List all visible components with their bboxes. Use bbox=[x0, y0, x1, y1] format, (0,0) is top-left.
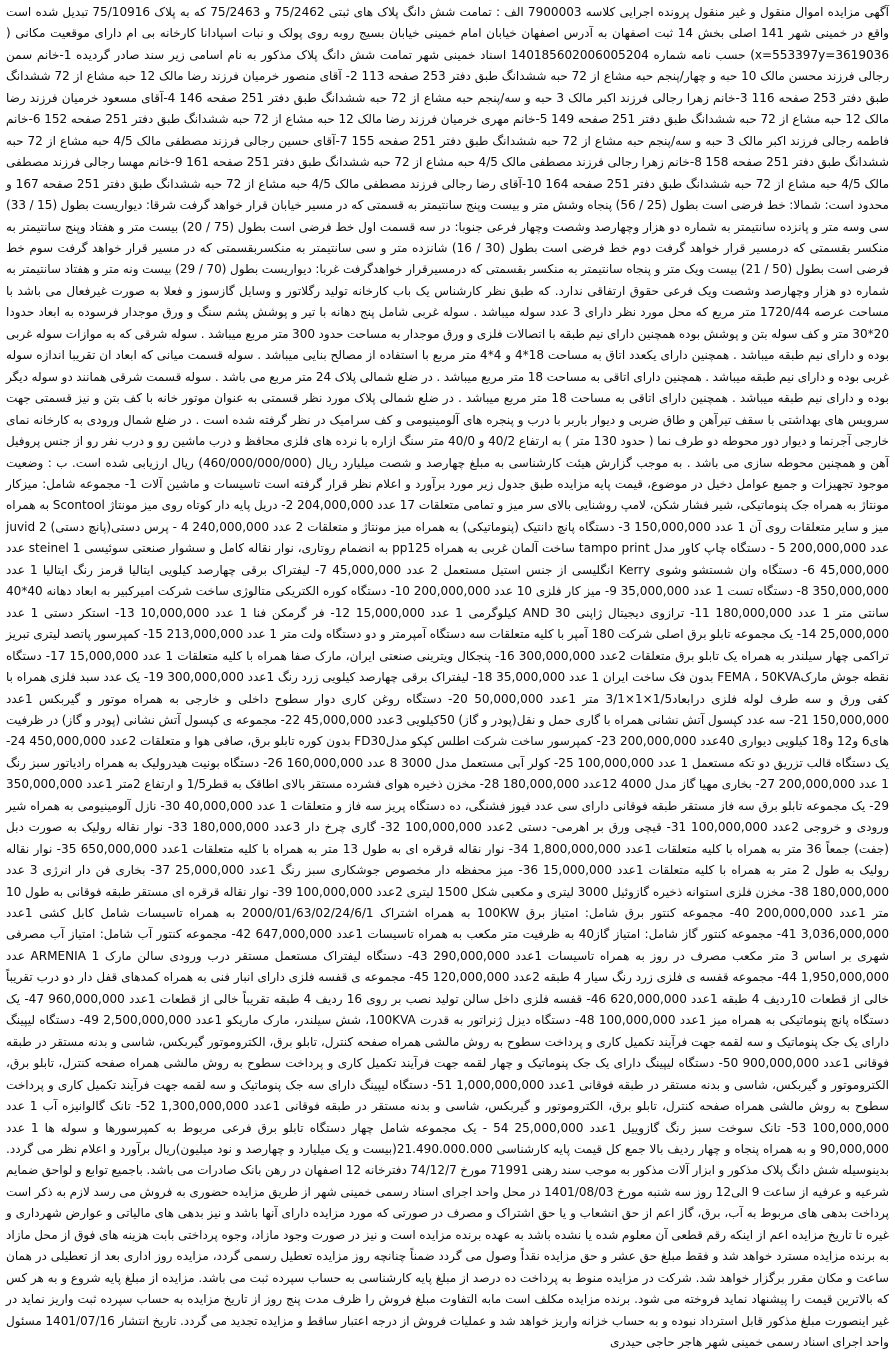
notice-body: آگهی مزایده اموال منقول و غیر منقول پرونده اجرایی کلاسه 7900003 الف : تمامت شش دانگ پلاک های ثبتی 75/2462 و 75/2463 که به پلاک 75/10916 تبدیل شده است واقع در خمینی شهر 141 اصلی بخش 14 ثبت اصفهان به آدرس اصفهان خیابان امام خمینی خیابان بسیج روبه روی پولک و نبات اسپادانا کارخانه بی ام دارای موقعیت مکانی ( x=553397y=3619036) حسب نامه شماره 140185602006005204 اسناد خمینی شهر تمامت شش دانگ پلاک مذکور به نام اسامی زیر سند صادر گردیده 1-خانم سمن رجالی فرزند محسن مالک 10 حبه و چهار/پنجم حبه مشاع از 72 حبه ششدانگ طبق دفتر 253 صفحه 113 2- آقای منصور خرمیان فرزند رضا مالک 12 حبه مشاع از 72 ششدانگ طبق دفتر 253 صفحه 116 3-خانم زهرا رجالی فرزند اکبر مالک 3 حبه و سه/پنجم حبه مشاع از 72 حبه ششدانگ طبق دفتر 251 صفحه 146 4-آقای مسعود خرمیان فرزند رضا مالک 12 حبه مشاع از 72 حبه ششدانگ طبق دفتر 251 صفحه 149 5-خانم مهری خرمیان فرزند رضا مالک 12 حبه مشاع از 72 حبه ششدانگ طبق دفتر 251 صفحه 152 6-خانم فاطمه رجالی فرزند اکبر مالک 3 حبه و سه/پنجم حبه مشاع از 72 حبه ششدانگ طبق دفتر 251 صفحه 155 7-آقای حسین رجالی فرزند مصطفی مالک 4/5 حبه مشاع از 72 حبه ششدانگ طبق دفتر 251 صفحه 158 8-خانم زهرا رجالی فرزند مصطفی مالک 4/5 حبه مشاع از 72 حبه ششدانگ طبق دفتر 251 صفحه 161 9-خانم مهسا رجالی فرزند مصطفی مالک 4/5 حبه مشاع از 72 حبه ششدانگ طبق دفتر 251 صفحه 164 10-آقای رضا رجالی فرزند مصطفی مالک 4/5 حبه مشاع از 72 حبه ششدانگ طبق دفتر 251 صفحه 167 و محدود است: شمالا: خط فرضی است بطول (25 / 56) پنجاه وشش متر و بیست وپنج سانتیمتر به قسمتی که در مسیر خیابان قرار خواهد گرفت شرقا: دیواریست بطول (15 / 33) سی وسه متر و پانزده سانتیمتر به شماره دو هزار وچهارصد وشصت وچهار فرعی جنوبا: در سه قسمت اول خط فرضی است بطول (75 / 20) بیست متر و هفتاد وپنج سانتیمتر به منکسر بقسمتی که درمسیر قرار خواهد گرفت دوم خط فرضی است بطول (30 / 16) شانزده متر و سی سانتیمتر به منکسربقسمتی که در مسیر قرار خواهد گرفت سوم خط فرضی است بطول (50 / 21) بیست ویک متر و پنجاه سانتیمتر به منکسر بقسمتی که درمسیرقرار خواهدگرفت غربا: دیواریست بطول (70 / 29) بیست ونه متر و هفتاد سانتیمتر به شماره دو هزار وچهارصد وشصت ویک فرعی حقوق ارتفاقی ندارد. که طبق نظر کارشناس یک باب کارخانه تولید رگلاتور و وسایل گازسوز و فعلا به صورت غیرفعال می باشد با مساحت عرصه 1720/44 متر مربع که محل مورد نظر دارای 3 عدد سوله میباشد . سوله غربی شامل پنج دهانه با تیر و پوشش پشم سنگ و ورق موجدار فرسوده به ابعاد حدودا 20*30 متر و کف سوله بتن و پوشش بوده همچنین دارای نیم طبقه با اتصالات فلزی و ورق موجدار به مساحت حدود 300 متر مربع میباشد . سوله شرقی که به موازات سوله غربی بوده و دارای نیم طبقه میباشد . همچنین دارای یکعدد اتاق به مساحت 18*4 و 4*4 متر مربع با استفاده از مصالح بنایی میباشد . سوله قسمت میانی که ابعاد ان تقریبا اندازه سوله غربی بوده و دارای نیم طبقه میباشد . همچنین دارای اتاقی به مساحت 18 متر مربع میباشد . در ضلع شمالی پلاک 24 متر مربع می باشد . سوله قسمت شرقی همانند دو سوله دیگر بوده و دارای نیم طبقه میباشد . همچنین دارای اتاقی به مساحت 18 متر مربع میباشد . در ضلع شمالی پلاک مورد نظر قسمتی به عنوان موتور خانه با کف بتن و نیز قسمتی جهت سرویس های بهداشتی با سقف تیرآهن و طاق ضربی و دیوار باربر با درب و پنجره های آلومینیومی و کف سرامیک در نظر گرفته شده است . در ضلع شمال ورودی به کارخانه نمای خارجی آجرنما و دیوار دور محوطه دو طرف نما ( حدود 130 متر ) به ارتفاع 40/2 و 40/0 متر سنگ ازاره با نرده های فلزی محافظ و درب ماشین رو و درب نفر رو از جنس پروفیل آهن و همچنین محوطه سازی می باشد . به موجب گزارش هیئت کارشناسی به مبلغ چهارصد و شصت میلیارد ریال (460/000/000/000) ریال ارزیابی شده است. ب : وضعیت موجود تجهیزات و جمیع عوامل دخیل در موضوع، قیمت پایه مزایده طبق جدول زیر مورد برآورد و اعلام نظر قرار گرفته است تاسیسات و ماشین آلات 1- مجموعه شامل: میزکار مونتاژ به همراه جک پنوماتیکی، شیر فشار شکن، لامپ روشنایی بالای سر میز و تمامی متعلقات 17 عدد 204,000,000 2- دریل پایه دار کوتاه روی میز مونتاژ Scontool به همراه میز و سایر متعلقات روی آن 1 عدد 150,000,000 3- دستگاه پانچ دانتیک (پنوماتیکی) به همراه میز مونتاژ و متعلقات 2 عدد 240,000,000 4 - پرس دستی(پانچ دستی) juvid 2 عدد 200,000,000 5 - دستگاه چاپ کاور مدل tampo print ساخت آلمان غربی به همراه pp125 به انضمام روتاری، نوار نقاله کامل و سشوار صنعتی سوئیسی steinel 1 عدد 45,000,000 6- دستگاه وان شستشو وشوی Kerry انگلیسی از جنس استیل مستعمل 2 عدد 45,000,000 7- لیفتراک برقی چهارصد کیلویی ایتالیا قرمز رنگ ایتالیا 1 عدد 350,000,000 8- دستگاه تست 1 عدد 35,000,000 9- میز کار فلزی 10 عدد 200,000,000 10- دستگاه کوره الکتریکی متالوژی ساخت شرکت امیرکبیر به ابعاد دهانه 40*40 سانتی متر 1 عدد 180,000,000 11- ترازوی دیجیتال ژاپنی AND 30 کیلوگرمی 1 عدد 15,000,000 12- فر گرمکن فنا 1 عدد 10,000,000 13- استکر دستی 1 عدد 25,000,000 14- یک مجموعه تابلو برق اصلی شرکت 180 آمپر با کلیه متعلقات سه دستگاه آمپرمتر و دو دستگاه ولت متر 1 عدد 213,000,000 15- کمپرسور پاتصد لیتری تبریز تراکمی چهار سیلندر به همراه یک تابلو برق متعلقات 2عدد 300,000,000 16- پنجکال ویترینی صنعتی ایران، مارک صفا همراه با کلیه متعلقات 1 عدد 15,000,000 17- دستگاه نقطه جوش مارکFEMA ، 50KVA بدون فک ساخت ایران 1 عدد 35,000,000 18- لیفتراک برقی چهارصد کیلویی زرد رنگ 1عدد 300,000,000 19- یک عدد سبد فلزی همراه با کفی ورق و سه طرف لوله فلزی درابعاد1/5×1×3/1 متر 1عدد 50,000,000 20- دستگاه روغن کاری دوار سطوح داخلی و خارجی به همراه موتور و گیربکس 1عدد 150,000,000 21- سه عدد کپسول آتش نشانی همراه با گاری حمل و نقل(پودر و گاز) 50کیلویی 3عدد 45,000,000 22- مجموعه ی کپسول آتش نشانی (پودر و گاز) در ظرفیت های6 و12 و18 کیلویی دیواری 40عدد 200,000,000 23- کمپرسور ساخت شرکت اطلس کپکو مدلFD30 بدون کوره تابلو برق، صافی هوا و متعلقات 2عدد 450,000,000 24- یک دستگاه قالب تزریق دو تکه مستعمل 1 عدد 100,000,000 25- کولر آبی مستعمل مدل 3000 8 عدد 160,000,000 26- دستگاه بونیت هیدرولیک به همراه رادیاتور سبز رنگ 1 عدد 200,000,000 27- بخاری مهیا گاز مدل 4000 12عدد 180,000,000 28- مخزن ذخیره هوای فشرده مستقر بالای اطاقک به قطر1/5 و ارتفاع 2متر 1عدد 350,000,000 29- یک مجموعه تابلو برق سه فاز مستقر طبقه فوقانی دارای سی عدد فیوز فشنگی، ده دستگاه پریز سه فاز و متعلقات 1 عدد 40,000,000 30- نازل آلومینیومی به همراه شیر ورودی و خروجی 2عدد 100,000,000 31- قیچی ورق بر اهرمی- دستی 2عدد 100,000,000 32- گاری چرخ دار 3عدد 180,000,000 33- نوار نقاله رولیک به صورت دبل (جفت) جمعاً 36 متر به همراه با کلیه متعلقات 1عدد 1,800,000,000 34- نوار نقاله قرقره ای به طول 13 متر به همراه با کلیه متعلقات 1عدد 650,000,000 35- نوار نقاله رولیک به طول 2 متر به همراه با کلیه متعلقات 1عدد 15,000,000 36- میز محفظه دار مخصوص جوشکاری سبز رنگ 1عدد 25,000,000 37- بخاری فن دار انرژی 3 عدد 180,000,000 38- مخزن فلزی استوانه ذخیره گازوئیل 3000 لیتری و مکعبی شکل 1500 لیتری 2عدد 100,000,000 39- نوار نقاله قرقره ای مستقر طبقه فوقانی به طول 10 متر 1عدد 200,000,000 40- مجموعه کنتور برق شامل: امتیاز برق 100KW به همراه اشتراک 2000/01/63/02/24/6/1 به همراه تاسیسات شامل کابل کشی 1عدد 3,036,000,000 41- مجموعه کنتور گاز شامل: امتیاز گاز40 به ظرفیت متر مکعب به همراه تاسیسات 1عدد 647,000,000 42- مجموعه کنتور آب شامل: امتیاز آب مصرفی شهری بر اساس 3 متر مکعب مصرف در روز به همراه تاسیسات 1عدد 290,000,000 43- دستگاه لیفتراک مستعمل مستقر درب ورودی سالن مارک ARMENIA 1 عدد 1,950,000,000 44- مجموعه قفسه ی فلزی زرد رنگ سیار 4 طبقه 2عدد 120,000,000 45- مجموعه ی قفسه فلزی دارای انبار فنی به همراه کمدهای قفل دار دو درب تقریباً خالی از قطعات 10ردیف 4 طبقه 1عدد 620,000,000 46- قفسه فلزی داخل سالن تولید نصب بر روی 16 ردیف 4 طبقه تقریباً خالی از قطعات 1عدد 960,000,000 47- یک دستگاه پانچ پنوماتیکی به همراه میز 1عدد 100,000,000 48- دستگاه دیزل ژنراتور به قدرت 100KVA، شش سیلندر، مارک ماریکو 1عدد 2,500,000,000 49- دستگاه لیپینگ دارای یک جک پنوماتیک و سه لقمه جهت فرآیند تکمیل کاری و پرداخت سطوح به روش مالشی همراه صفحه کنترل، تابلو برق، الکتروموتور گیربکس، شاسی و بدنه مستقر در طبقه فوقانی 1عدد 900,000,000 50- دستگاه لیپینگ دارای یک جک پنوماتیک و چهار لقمه جهت فرآیند تکمیل کاری و پرداخت سطوح به روش مالشی همراه صفحه کنترل، تابلو برق، الکتروموتور و گیربکس، شاسی و بدنه مستقر در طبقه فوقانی 1عدد 1,000,000,000 51- دستگاه لیپینگ دارای سه جک پنوماتیک و سه لقمه جهت فرآیند تکمیل کاری و پرداخت سطوح به روش مالشی همراه صفحه کنترل، تابلو برق، الکتروموتور و گیربکس، شاسی و بدنه مستقر در طبقه فوقانی 1عدد 1,300,000,000 52- تانک گالوانیزه آب 1 عدد 100,000,000 53- تانک سوخت سبز رنگ گازوییل 1عدد 25,000,000 54 - یک مجموعه شامل چهار دستگاه تابلو برق فرعی مربوط به کمپرسورها و سوله ها 1 عدد 90,000,000 و به همراه پنجاه و چهار ردیف بالا جمع کل قیمت پایه کارشناسی 21.490.000.000(بیست و یک میلیارد و چهارصد و نود میلیون)ریال برآورد و اعلام نظر می گردد. بدینوسیله شش دانگ پلاک مذکور و ابزار آلات مذکور به موجب سند رهنی 71991 مورخ 74/12/7 دفترخانه 12 اصفهان در رهن بانک صادرات می باشد. باجمیع توابع و لواحق ضمایم شرعیه و عرفیه از ساعت 9 الی12 روز سه شنبه مورخ 1401/08/03 در محل واحد اجرای اسناد رسمی خمینی شهر از طریق مزایده حضوری به فروش می رسد لازم به ذکر است پرداخت بدهی های مربوط به آب، برق، گاز اعم از حق انشعاب و یا حق اشتراک و مصرف در صورتی که مورد مزایده دارای آنها باشد و نیز بدهی های مالیاتی و عوارض شهرداری و غیره تا تاریخ مزایده اعم از اینکه رقم قطعی آن معلوم شده یا نشده باشد به عهده برنده مزایده است و نیز در صورت وجود مازاد، وجوه پرداختی بابت هزینه های فوق از محل مازاد به برنده مزایده مسترد خواهد شد و فقط مبلغ حق عشر و حق مزایده نقداً وصول می گردد ضمناً چنانچه روز مزایده تعطیل رسمی گردد، مزایده روز اداری بعد از تعطیلی در همان ساعت و مکان مقرر برگزار خواهد شد. شرکت در مزایده منوط به پرداخت ده درصد از مبلغ پایه کارشناسی به حساب سپرده ثبت می باشد. مزایده از مبلغ پایه شروع و به هر کس که بالاترین قیمت را پیشنهاد نماید فروخته می شود. برنده مزایده مکلف است مابه التفاوت مبلغ فروش را ظرف مدت پنج روز از تاریخ مزایده به حساب سپرده ثبت واریز نماید در غیر اینصورت مبلغ مذکور قابل استرداد نبوده و به حساب خزانه واریز خواهد شد و عملیات فروش از درجه اعتبار ساقط و مزایده تجدید می گردد. تاریخ انتشار 1401/07/16 مسئول واحد اجرای اسناد رسمی خمینی شهر هاجر حاجی حیدری bbox=[6, 5, 890, 1350]
auction-notice bbox=[6, 2, 890, 1350]
